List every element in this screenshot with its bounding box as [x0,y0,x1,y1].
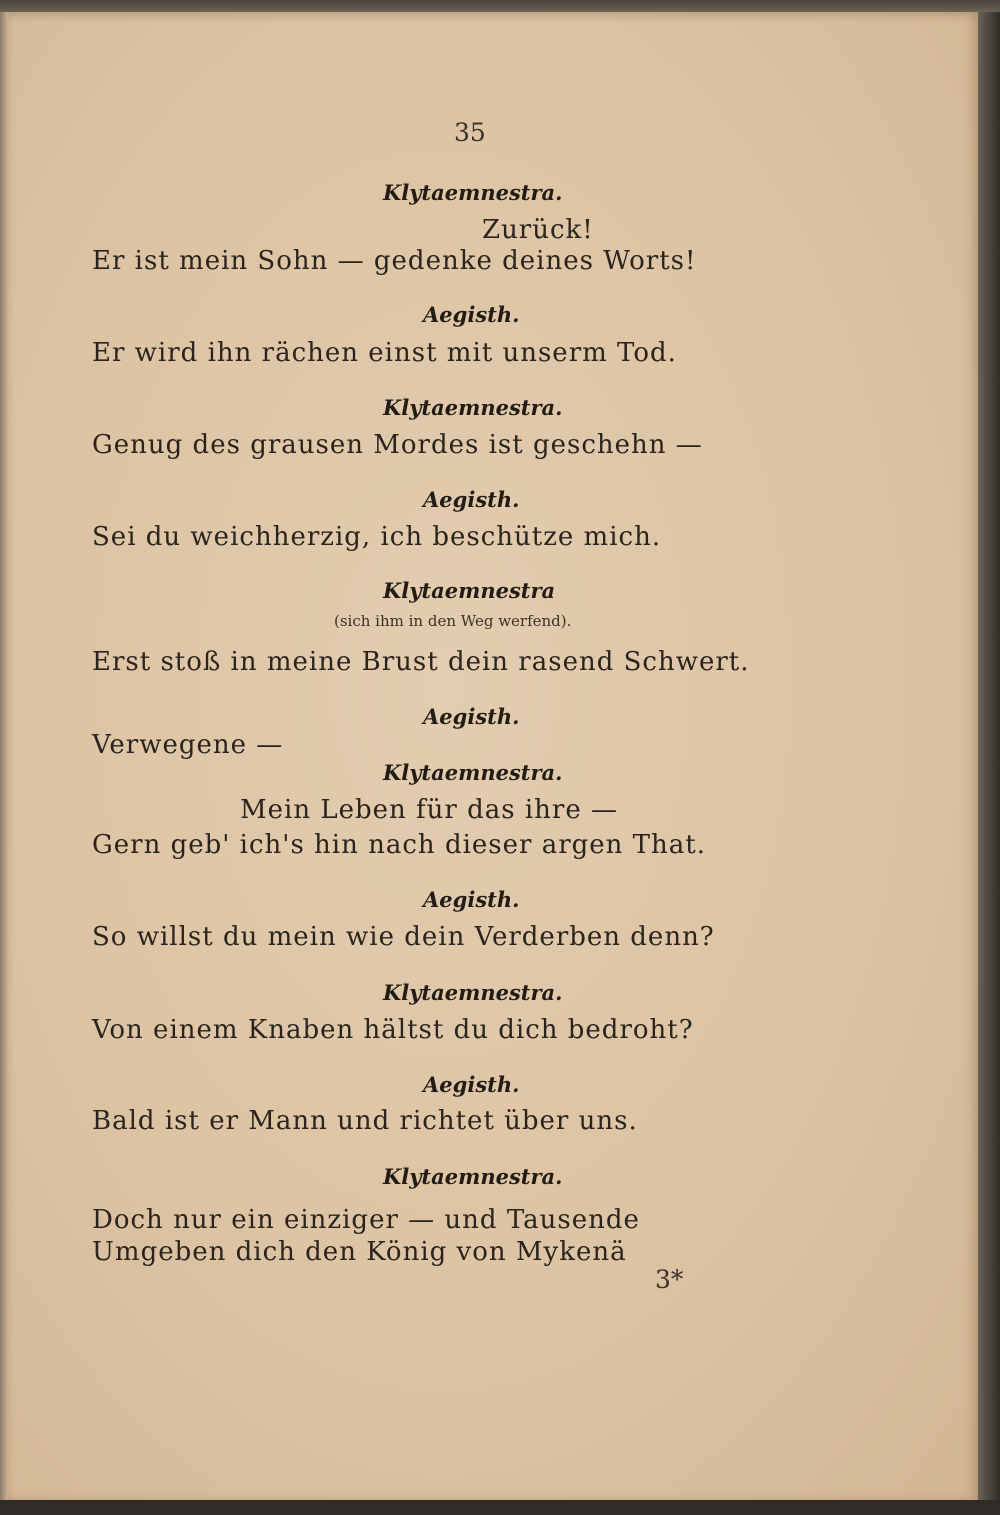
speaker-name: Klytaemnestra. [383,1164,563,1189]
signature-mark: 3* [655,1265,684,1294]
speaker-name: Aegisth. [423,704,520,729]
book-bottom-edge [0,1500,1000,1515]
speaker-name: Klytaemnestra. [383,395,563,420]
verse-line: Doch nur ein einziger — und Tausende [92,1205,640,1235]
verse-line: Zurück! [482,215,594,245]
speaker-name: Klytaemnestra. [383,760,563,785]
verse-line: Sei du weichherzig, ich beschütze mich. [92,522,662,552]
speaker-name: Aegisth. [423,1072,520,1097]
verse-line: Umgeben dich den König von Mykenä [92,1237,627,1267]
speaker-name: Klytaemnestra [383,578,556,603]
verse-line: Gern geb' ich's hin nach dieser argen That. [92,830,706,860]
verse-line: Bald ist er Mann und richtet über uns. [92,1106,638,1136]
verse-line: Verwegene — [92,730,284,760]
verse-line: Erst stoß in meine Brust dein rasend Schwert. [92,647,750,677]
page-number: 35 [454,118,486,147]
verse-line: Er ist mein Sohn — gedenke deines Worts! [92,246,697,276]
speaker-name: Klytaemnestra. [383,980,563,1005]
stage-direction: (sich ihm in den Weg werfend). [334,612,572,630]
speaker-name: Aegisth. [423,487,520,512]
book-right-edge [978,12,1000,1500]
verse-line: Mein Leben für das ihre — [240,795,618,825]
verse-line: So willst du mein wie dein Verderben denn? [92,922,715,952]
speaker-name: Aegisth. [423,887,520,912]
speaker-name: Klytaemnestra. [383,180,563,205]
verse-line: Er wird ihn rächen einst mit unserm Tod. [92,338,677,368]
verse-line: Von einem Knaben hältst du dich bedroht? [92,1015,694,1045]
book-top-edge [0,0,1000,12]
speaker-name: Aegisth. [423,302,520,327]
book-left-edge [0,12,8,1500]
verse-line: Genug des grausen Mordes ist geschehn — [92,430,703,460]
